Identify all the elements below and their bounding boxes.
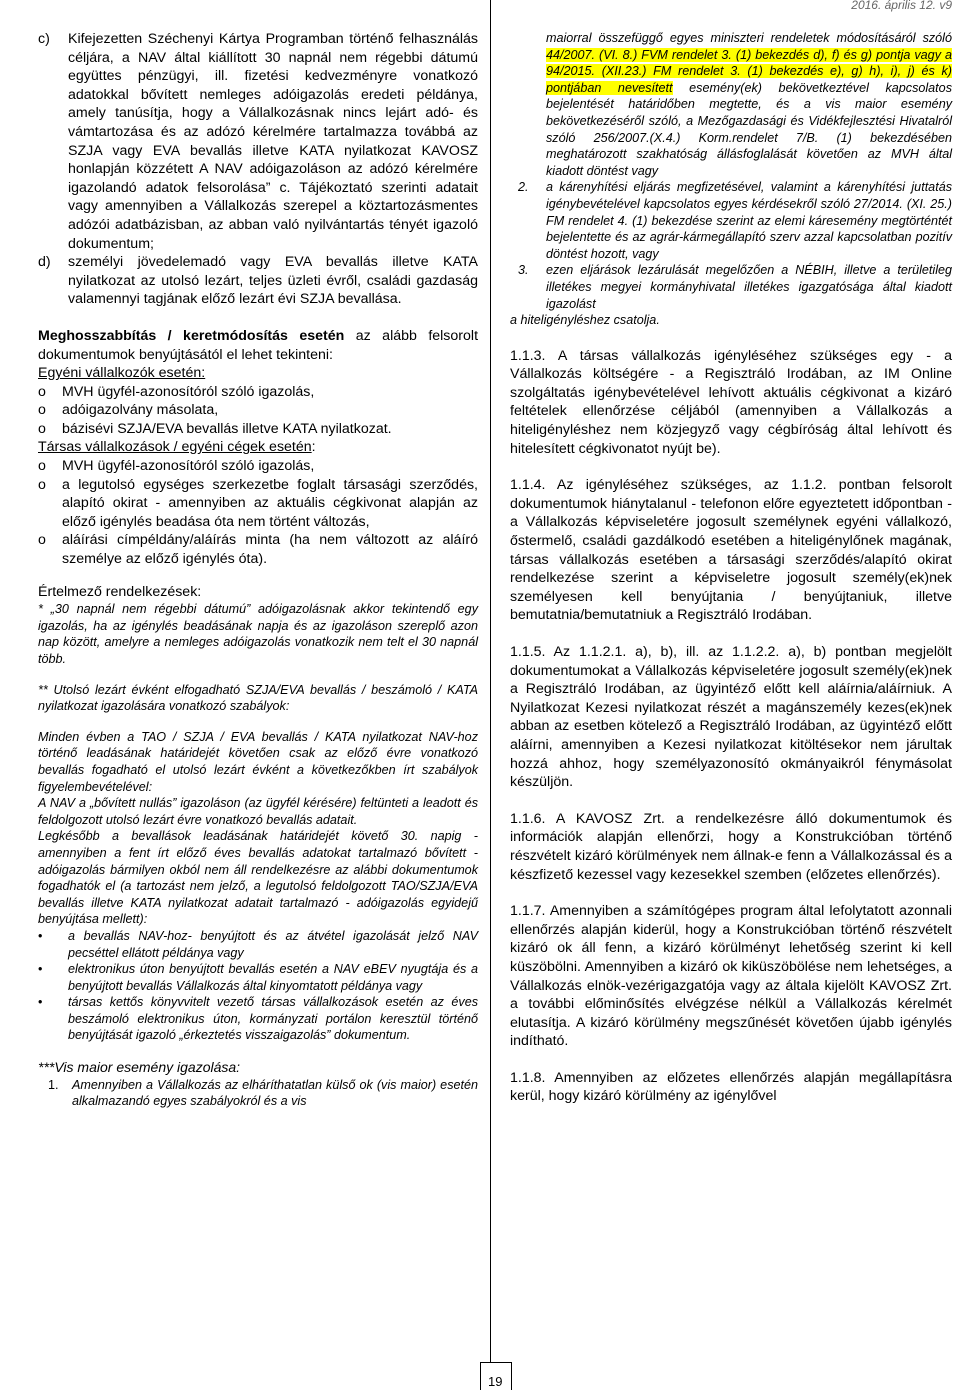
vis-maior-end: a hiteligényléshez csatolja.: [510, 313, 660, 328]
bullet-item: • a bevallás NAV-hoz- benyújtott és az átvétel igazolását jelző NAV pecséttel ellátott példánya vagy: [38, 928, 478, 960]
highlighted-text: 44/2007. (VI. 8.) FVM rendelet 3. (1) bekezdés d), f) és g) pontja vagy a 94/2015. (XII.23.) FM rendelet 3. (1) bekezdés e), g) h), i), j) és k) pontjában nevesített: [546, 47, 952, 95]
list-label: d): [38, 254, 51, 271]
paragraph-1-1-8: 1.1.8. Amennyiben az előzetes ellenőrzés alapján megállapításra kerül, hogy kizáró körülmény az igénylővel: [510, 1069, 952, 1105]
definition-2: ** Utolsó lezárt évként elfogadható SZJA/EVA bevallás / beszámoló / KATA nyilatkozat igazolására vonatkozó szabályok:: [38, 682, 478, 714]
company-heading: Társas vállalkozások / egyéni cégek esetén: [38, 439, 312, 456]
list-item: o bázisévi SZJA/EVA bevallás illetve KATA nyilatkozat.: [38, 420, 392, 437]
bullet-item: • társas kettős könyvvitelt vezető társas vállalkozások esetén az éves beszámoló elektronikus úton, kormányzati portálon keresztül történő benyújtását igazoló „érkeztetés visszaigazolás” dokumentum.: [38, 995, 478, 1043]
left-column: c) Kifejezetten Széchenyi Kártya Programban történő felhasználás céljára, a NAV által kiállított 30 napnál nem régebbi dátumú együttes pénzügyi, ill. fizetési kedvezményre vonatkozó adatokkal bővített nemleges adóigazolás eredeti példánya, amely tanúsítja, hogy a Vállalkozásnak nincs lejárt adó- és vámtartozása és az adózó kérelmére tartalmazza továbbá az SZJA vagy EVA bevallás illetve KATA nyilatkozat KAVOSZ honlapján közzétett A NAV adóigazoláson az adózó kérelmére igazolandó adatok felsorolása” c. Tájékoztató szerinti adatait vagy amennyiben a Vállalkozás szerepel a köztartozásmentes adózói adatbázisban, az abban való nyilvántartás tényét igazoló dokumentum; d) személyi jövedelemadó vagy EVA bevallás illetve KATA nyilatkozat az utolsó lezárt, teljes üzleti évről, családi gazdaság valamennyi tagjának előző lezárt évi SZJA bevallása. Meghosszabbítás / keretmódosítás esetén az alább felsorolt dokumentumok benyújtásától el lehet tekinteni: Egyéni vállalkozók esetén: o MVH ügyfél-azonosítóról szóló igazolás, o adóigazolvány másolata, o bázisévi SZJA/EVA bevallás illetve KATA nyilatkozat. Társas vállalkozások / egyéni cégek esetén: o MVH ügyfél-azonosítóról szóló igazolás, o a legutolsó egységes szerkezetbe foglalt társasági szerződés, alapító okirat - amennyiben az aktuális cégkivonat alapján az előző igénylés beadása óta nem történt változás, o aláírási címpéldány/aláírás minta (ha nem változott az aláíró személye az előző igénylés óta). Értelmező rendelkezések: * „30 napnál nem régebbi dátumú” adóigazolásnak akkor tekintendő egy igazolás, ha az igénylés beadásának napja és az igazoláson szereplő azon nap között, amelyre a nemleges adóigazolás vonatkozik nem telt el 30 napnál több. ** Utolsó lezárt évként elfogadható SZJA/EVA bevallás / beszámoló / KATA nyilatkozat igazolására vonatkozó szabályok: Minden évben a TAO / SZJA / EVA bevallás / KATA nyilatkozat NAV-hoz történő leadásának határidejét követően csak az előző évre vonatkozó bevallás fogadható el utolsó lezárt évként a következőkben írt szabályok figyelembevételével: A NAV a „bővített nullás” igazoláson (az ügyfél kérésére) feltünteti a leadott és feldolgozott utolsó lezárt évre vonatkozó bevallás adatait. Legkésőbb a bevallások leadásának határidejét követő 30. napig - amennyiben a fent írt előző éves bevallás adatokat tartalmazó bővített - adóigazolás bármilyen okból nem áll rendelkezésre az alábbi dokumentumok fogadhatók el (a tartozást nem jelző, a legutolsó feldolgozott TAO/SZJA/EVA bevallás illetve KATA nyilatkozat adatait tartalmazó - adóigazolás egyidejű benyújtása mellett): • a bevallás NAV-hoz- benyújtott és az átvétel igazolását jelző NAV pecséttel ellátott példánya vagy • elektronikus úton benyújtott bevallás esetén a NAV eBEV nyugtája és a benyújtott bevallás Vállalkozás által kinyomtatott példánya vagy • társas kettős könyvvitelt vezető társas vállalkozások esetén az éves beszámoló elektronikus úton, kormányzati portálon keresztül történő benyújtását igazoló „érkeztetés visszaigazolás” dokumentum. ***Vis maior esemény igazolása: 1. Amennyiben a Vállalkozás az elháríthatatlan külső ok (vis maior) esetén alkalmazandó egyes szabályokról és a vis: [38, 31, 479, 1109]
right-column: [510, 30, 952, 1106]
definition-3: Minden évben a TAO / SZJA / EVA bevallás / KATA nyilatkozat NAV-hoz történő leadásának határidejét követően csak az előző évre vonatkozó bevallás fogadható el utolsó lezárt évként a következőkben írt szabályok figyelembevételével:: [38, 729, 478, 794]
page-number: 19: [488, 1374, 503, 1389]
list-text: Kifejezetten Széchenyi Kártya Programban történő felhasználás céljára, a NAV által kiállított 30 napnál nem régebbi dátumú együttes pénzügyi, ill. fizetési kedvezményre vonatkozó adatokkal bővített nemleges adóigazolás eredeti példánya, amely tanúsítja, hogy a Vállalkozásnak nincs lejárt adó- és vámtartozása és az adózó kérelmére tartalmazza továbbá az SZJA vagy EVA bevallás illetve KATA nyilatkozat KAVOSZ honlapján közzétett A NAV adóigazoláson az adózó kérelmére igazolandó adatok felsorolása” c. Tájékoztató szerinti adatait vagy amennyiben a Vállalkozás szerepel a köztartozásmentes adózói adatbázisban, az abban való nyilvántartás tényét igazoló dokumentum;: [68, 31, 478, 252]
list-item: o aláírási címpéldány/aláírás minta (ha nem változott az aláíró személye az előző igénylés óta).: [38, 532, 478, 568]
extension-text: az alább felsorolt dokumentumok benyújtásától el lehet tekinteni:: [38, 327, 479, 363]
column-divider: [490, 0, 491, 1362]
bullet-item: • elektronikus úton benyújtott bevallás esetén a NAV eBEV nyugtája és a benyújtott bevallás Vállalkozás által kinyomtatott példánya vagy: [38, 962, 478, 993]
definition-5: Legkésőbb a bevallások leadásának határidejét követő 30. napig - amennyiben a fent írt előző éves bevallás adatokat tartalmazó bővített - adóigazolás bármilyen okból nem áll rendelkezésre az alábbi dokumentumok fogadhatók el (a tartozást nem jelző, a legutolsó feldolgozott TAO/SZJA/EVA bevallás illetve KATA nyilatkozat adatait tartalmazó - adóigazolás egyidejű benyújtása mellett):: [38, 829, 478, 927]
extension-bold: Meghosszabbítás / keretmódosítás esetén: [38, 327, 345, 344]
list-item: o MVH ügyfél-azonosítóról szóló igazolás,: [38, 458, 315, 475]
vis-maior-heading: ***Vis maior esemény igazolása:: [38, 1059, 241, 1076]
list-text: személyi jövedelemadó vagy EVA bevallás illetve KATA nyilatkozat az utolsó lezárt, teljes üzleti évről, családi gazdaság valamennyi tagjának előző lezárt évi SZJA bevallása.: [68, 254, 478, 308]
definitions-heading: Értelmező rendelkezések:: [38, 583, 202, 600]
list-item-d: [38, 253, 478, 309]
list-label: c): [38, 31, 50, 47]
paragraph-1-1-6: 1.1.6. A KAVOSZ Zrt. a rendelkezésre álló dokumentumok és információk alapján ellenőrzi, hogy a Konstrukcióban történő részvételt kizáró körülmények nem állnak-e fenn a Vállalkozással és a készfizető kezessel vagy kezesekkel szemben (előzetes ellenőrzés).: [510, 810, 952, 883]
paragraph-1-1-3: 1.1.3. A társas vállalkozás igényléséhez szükséges egy - a Vállalkozás költségére - a Regisztráló Irodában, az IM Online szolgáltatás igénybevételével lehívott aktuális cégkivonat a kizáró feltételek ellenőrzése céljából (amennyiben a Vállalkozás a hiteligényléshez nem közjegyző vagy cégbíróság által lehívott és hitelesített cégkivonatot nyújt be).: [510, 347, 952, 457]
paragraph-1-1-4: 1.1.4. Az igényléséhez szükséges, az 1.1.2. pontban felsorolt dokumentumok hiánytalanul - telefonon előre egyeztetett időpontban - a Vállalkozás képviseletére jogosult személynek egyéni vállalkozó, őstermelő, családi gazdálkodó esetében a hiteligénylőnek magának, társas vállalkozás esetében a társasági szerződés/alapító okirat rendelkezése szerint a képviseletre jogosult személy(ek)nek személyesen kell benyújtania / benyújtaniuk, illetve bemutatnia/bemutatniuk a Regisztráló Irodában.: [510, 477, 952, 624]
numbered-item: 1. Amennyiben a Vállalkozás az elháríthatatlan külső ok (vis maior) esetén alkalmazandó egyes szabályokról és a vis: [48, 1077, 478, 1109]
list-item: o adóigazolvány másolata,: [38, 402, 219, 419]
list-item-c: [38, 30, 478, 253]
paragraph-1-1-5: 1.1.5. Az 1.1.2.1. a), b), ill. az 1.1.2.2. a), b) pontban megjelölt dokumentumokat a Vállalkozás képviseletére jogosult személy(ek)nek a Regisztráló Irodában, az ügyintéző előtt kell aláírnia/aláírniuk. A Nyilatkozat Kezesi nyilatkozat részét a magánszemély kezes(ek)nek abban az esetben kötelező a Regisztráló Irodában, az ügyintéző előtt aláírni, amennyiben a Kezesi nyilatkozat kitöltésekor nem járultak hozzá ahhoz, hogy személyazonosító okmányaikról fénymásolat készüljön.: [510, 644, 952, 791]
paragraph-1-1-7: 1.1.7. Amennyiben a számítógépes program által lefolytatott azonnali ellenőrzés alapján kiderül, hogy a Konstrukcióban történő részvételt kizáró ok áll fenn, a kizáró körülményt lehetőség szerint ki kell küszöbölni. Amennyiben a kizáró ok kiküszöbölése nem lehetséges, a Vállalkozás elnök-vezérigazgatója vagy az általa kijelölt KAVOSZ Zrt. a további előminősítés elvégzése nélkül a Vállalkozás kérelmét elutasítja. A kizáró körülmény megszűnését követően újabb igénylés indítható.: [510, 903, 952, 1050]
list-item: o MVH ügyfél-azonosítóról szóló igazolás,: [38, 383, 315, 400]
numbered-item: 2. a kárenyhítési eljárás megfizetésével, valamint a kárenyhítési juttatás igénybevételével kapcsolatos egyes kérdésekről szóló 27/2014. (XI. 25.) FM rendelet 4. (1) bekezdése szerint az elemi káresemény megtörténtét bejelentette és az agrár-kármegállapító szerv azzal kapcsolatban pozitív döntést hozott, vagy: [518, 180, 952, 261]
list-item: o a legutolsó egységes szerkezetbe foglalt társasági szerződés, alapító okirat - amennyiben az aktuális cégkivonat alapján az előző igénylés beadása óta nem történt változás,: [38, 476, 478, 530]
numbered-item: 3. ezen eljárások lezárulását megelőzően a NÉBIH, illetve a területileg illetékes megyei kormányhivatal illetékes igazgatósága által kiadott igazolást: [518, 263, 952, 311]
sole-trader-heading: Egyéni vállalkozók esetén:: [38, 365, 206, 382]
extension-paragraph: [38, 327, 478, 364]
vis-maior-continued: maiorral összefüggő egyes miniszteri rendeletek módosításáról szóló 44/2007. (VI. 8.) FVM rendelet 3. (1) bekezdés d), f) és g) pontja vagy a 94/2015. (XII.23.) FM rendelet 3. (1) bekezdés e), g) h), i), j) és k) pontjában nevesített esemény(ek) bekövetkeztével kapcsolatos bejelentését határidőben megtette, és a vis maior esemény bekövetkezéséről szóló, a Mezőgazdasági és Vidékfejlesztési Hivatalról szóló 256/2007.(X.4.) Korm.rendelet 7/B. (1) bekezdésében meghatározott szakhatóság állásfoglalását követően az MVH által kiadott döntést vagy: [546, 31, 952, 178]
definition-1: * „30 napnál nem régebbi dátumú” adóigazolásnak akkor tekintendő egy igazolás, ha az igénylés beadásának napja és az igazoláson szereplő azon nap között, amelyre a nemleges adóigazolás vonatkozik nem telt el 30 napnál több.: [38, 602, 478, 666]
document-date-header: 2016. április 12. v9: [851, 0, 952, 12]
definition-4: A NAV a „bővített nullás” igazoláson (az ügyfél kérésére) feltünteti a leadott és feldolgozott utolsó lezárt évre vonatkozó bevallás adatait.: [38, 796, 478, 827]
